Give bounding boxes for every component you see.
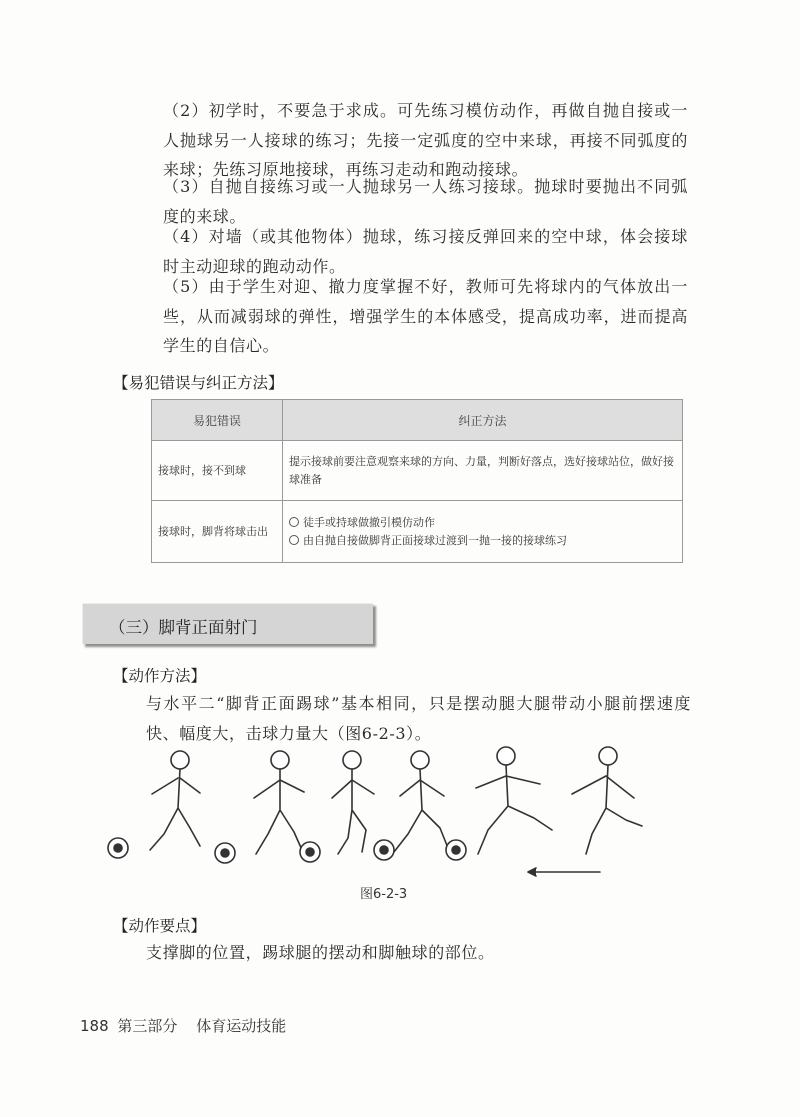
player-figure (476, 747, 552, 854)
footer-title: 体育运动技能 (196, 1017, 287, 1035)
table-row (152, 501, 683, 563)
table-row (152, 441, 683, 501)
section-title-bar (82, 603, 373, 644)
soccer-ball-icon (374, 840, 394, 860)
practice-item-4: （4）对墙（或其他物体）抛球，练习接反弹回来的空中球，体会接球时主动迎球的跑动动作。 (163, 227, 688, 276)
error-cell: 接球时，脚背将球击出 (152, 501, 283, 563)
fix-cell: 提示接球前要注意观察来球的方向、力量，判断好落点，选好接球站位，做好接球准备 (283, 441, 683, 501)
keys-text: 支撑脚的位置，踢球腿的摆动和脚触球的部位。 (146, 943, 495, 962)
page-number: 188 (80, 1017, 109, 1035)
method-text: 与水平二“脚背正面踢球”基本相同，只是摆动腿大腿带动小腿前摆速度快、幅度大，击球力量大（图6-2-3）。 (146, 694, 691, 743)
fix-list-item: 徒手或持球做撤引模仿动作 (289, 514, 676, 532)
player-figure (572, 747, 642, 854)
player-figure (254, 751, 304, 854)
circle-bullet-icon (289, 517, 299, 527)
player-figure (394, 751, 448, 852)
soccer-ball-icon (446, 840, 466, 860)
player-figure (150, 751, 200, 850)
shooting-sequence-illustration (100, 738, 680, 888)
error-cell: 接球时，接不到球 (152, 441, 283, 501)
practice-item-3: （3）自抛自接练习或一人抛球另一人练习接球。抛球时要抛出不同弧度的来球。 (163, 177, 688, 226)
player-figure (332, 751, 374, 854)
soccer-ball-icon (215, 843, 235, 863)
errors-heading: 【易犯错误与纠正方法】 (113, 374, 284, 392)
practice-item-5: （5）由于学生对迎、撤力度掌握不好，教师可先将球内的气体放出一些，从而减弱球的弹性，增强学生的本体感受，提高成功率，进而提高学生的自信心。 (163, 277, 688, 355)
table-header-error: 易犯错误 (152, 400, 283, 441)
footer-part: 第三部分 (117, 1017, 178, 1035)
direction-arrow-icon (528, 868, 600, 876)
circle-bullet-icon (289, 535, 299, 545)
keys-heading: 【动作要点】 (113, 917, 207, 935)
soccer-ball-icon (108, 838, 128, 858)
practice-item-2: （2）初学时，不要急于求成。可先练习模仿动作，再做自抛自接或一人抛球另一人接球的练习；先接一定弧度的空中来球，再接不同弧度的来球；先练习原地接球，再练习走动和跑动接球。 (163, 101, 688, 179)
fix-cell (283, 501, 683, 563)
table-header-fix: 纠正方法 (283, 400, 683, 441)
method-heading: 【动作方法】 (113, 667, 207, 685)
table-header-row (152, 400, 683, 441)
errors-table (151, 399, 683, 563)
fix-list-item: 由自抛自接做脚背正面接球过渡到一抛一接的接球练习 (289, 532, 676, 550)
page-footer (80, 1015, 286, 1036)
figure-caption: 图6-2-3 (360, 887, 408, 902)
section-title: （三）脚背正面射门 (109, 618, 258, 637)
soccer-ball-icon (300, 842, 320, 862)
